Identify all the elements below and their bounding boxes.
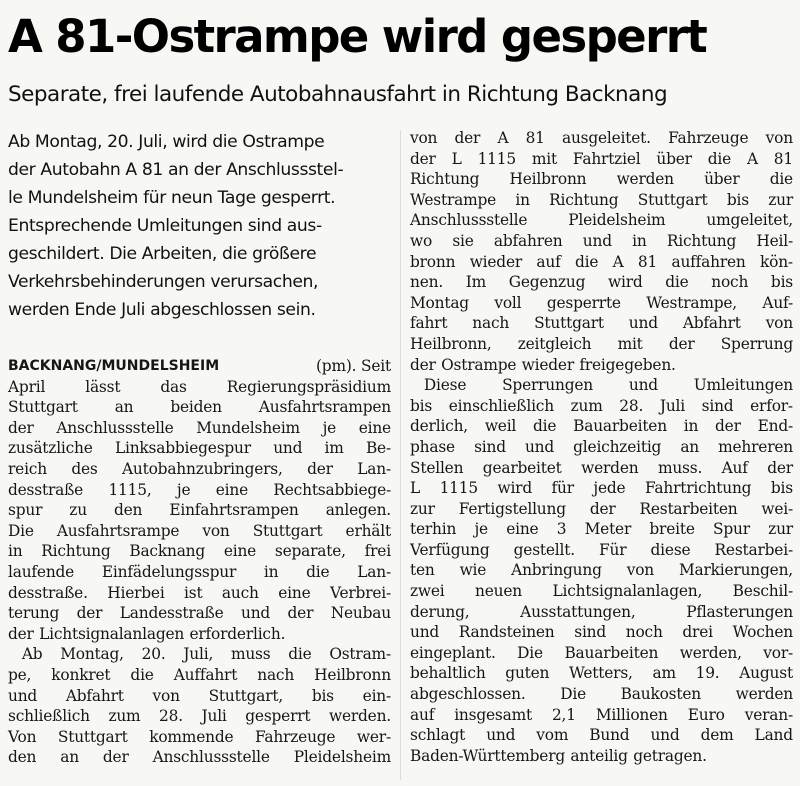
- lead-line: le Mundelsheim für neun Tage gesperrt.: [8, 188, 336, 208]
- text-line: wo sie abfahren und in Richtung Heil-: [410, 231, 793, 250]
- text-line: nen. Im Gegenzug wird die noch bis: [410, 273, 793, 292]
- lead-line: Ab Montag, 20. Juli, wird die Ostrampe: [8, 132, 325, 152]
- text-line: Heilbronn, zeitgleich mit der Sperrung: [410, 334, 793, 353]
- subheadline: Separate, frei laufende Autobahnausfahrt in Richtung Backnang: [8, 82, 668, 107]
- text-line: pe, konkret die Auffahrt nach Heilbronn: [8, 665, 391, 684]
- lead-line: der Autobahn A 81 an der Anschlussstel-: [8, 160, 344, 180]
- text-line: zusätzliche Linksabbiegespur und im Be-: [8, 439, 391, 458]
- text-line: terung der Landesstraße und der Neubau: [8, 604, 391, 623]
- text-line: eingeplant. Die Bauarbeiten werden, vor-: [410, 643, 793, 662]
- headline: A 81-Ostrampe wird gesperrt: [8, 10, 707, 63]
- text-line: und Abfahrt von Stuttgart, bis ein-: [8, 686, 391, 705]
- lead-line: werden Ende Juli abgeschlossen sein.: [8, 300, 316, 320]
- text-line: bronn wieder auf die A 81 auffahren kön-: [410, 252, 793, 271]
- body-column-1: [8, 356, 391, 768]
- column-2-lines: [410, 128, 793, 766]
- text-line: der Ostrampe wieder freigegeben.: [410, 355, 676, 374]
- column-divider: [400, 130, 401, 780]
- column-1-lines: [8, 377, 391, 768]
- text-line: abgeschlossen. Die Baukosten werden: [410, 685, 793, 704]
- body-column-2: [410, 128, 793, 766]
- text-line: Baden-Württemberg anteilig getragen.: [410, 746, 707, 765]
- text-line: der L 1115 mit Fahrtziel über die A 81: [410, 149, 793, 168]
- text-line: und Randsteinen sind noch drei Wochen: [410, 623, 793, 642]
- text-line: den an der Anschlussstelle Pleidelsheim: [8, 748, 391, 767]
- text-line: Westrampe in Richtung Stuttgart bis zur: [410, 190, 793, 209]
- text-line: terhin je eine 3 Meter breite Spur zur: [410, 520, 793, 539]
- lead-line: Verkehrsbehinderungen verursachen,: [8, 272, 319, 292]
- text-line: bis einschließlich zum 28. Juli sind erfor-: [410, 396, 793, 415]
- text-line: Diese Sperrungen und Umleitungen: [423, 376, 793, 395]
- text-line: Von Stuttgart kommende Fahrzeuge wer-: [8, 727, 391, 746]
- text-line: zwei neuen Lichtsignalanlagen, Beschil-: [410, 582, 793, 601]
- text-line: Montag voll gesperrte Westrampe, Auf-: [410, 293, 793, 312]
- text-line: Verfügung gestellt. Für diese Restarbei-: [410, 540, 793, 559]
- text-line: phase sind und gleichzeitig an mehreren: [410, 437, 793, 456]
- lead-line: geschildert. Die Arbeiten, die größere: [8, 244, 317, 264]
- text-line: der Anschlussstelle Mundelsheim je eine: [8, 418, 391, 437]
- text-line: ten wie Anbringung von Markierungen,: [410, 561, 793, 580]
- text-line: L 1115 wird für jede Fahrtrichtung bis: [410, 479, 793, 498]
- text-line: spur zu den Einfahrtsrampen anlegen.: [8, 501, 391, 520]
- text-line: April lässt das Regierungspräsidium: [8, 377, 391, 396]
- text-line: von der A 81 ausgeleitet. Fahrzeuge von: [410, 129, 793, 147]
- text-line: derlich, weil die Bauarbeiten in der End-: [410, 417, 793, 436]
- text-line: fahrt nach Stuttgart und Abfahrt von: [410, 314, 793, 333]
- text-line: schlagt und vom Bund und dem Land: [410, 726, 793, 745]
- text-line: Anschlussstelle Pleidelsheim umgeleitet,: [410, 211, 793, 230]
- text-line: auf insgesamt 2,1 Millionen Euro veran-: [410, 705, 793, 724]
- text-line: derung, Ausstattungen, Pflasterungen: [410, 602, 793, 621]
- text-line: der Lichtsignalanlagen erforderlich.: [8, 624, 286, 643]
- text-line: Ab Montag, 20. Juli, muss die Ostram-: [21, 645, 391, 664]
- lead-paragraph: [8, 128, 396, 324]
- text-line: reich des Autobahnzubringers, der Lan-: [8, 459, 391, 478]
- text-line: Stellen gearbeitet werden muss. Auf der: [410, 458, 793, 477]
- first-line: [8, 356, 391, 377]
- text-line: Stuttgart an beiden Ausfahrtsrampen: [8, 398, 391, 417]
- text-line: behaltlich guten Wetters, am 19. August: [410, 664, 793, 683]
- text-line: schließlich zum 28. Juli gesperrt werden.: [8, 707, 391, 726]
- text-line: Die Ausfahrtsrampe von Stuttgart erhält: [8, 521, 391, 540]
- lead-line: Entsprechende Umleitungen sind aus-: [8, 216, 322, 236]
- text-line: desstraße 1115, je eine Rechtsabbiege-: [8, 480, 391, 499]
- text-line: in Richtung Backnang eine separate, frei: [8, 542, 391, 561]
- text-line: zur Fertigstellung der Restarbeiten wei-: [410, 499, 793, 518]
- text-line: desstraße. Hierbei ist auch eine Verbrei-: [8, 583, 391, 602]
- dateline: BACKNANG/MUNDELSHEIM: [8, 358, 220, 374]
- text-line: Richtung Heilbronn werden über die: [410, 170, 793, 189]
- text-line: laufende Einfädelungsspur in die Lan-: [8, 562, 391, 581]
- first-line-text: (pm). Seit: [316, 357, 391, 375]
